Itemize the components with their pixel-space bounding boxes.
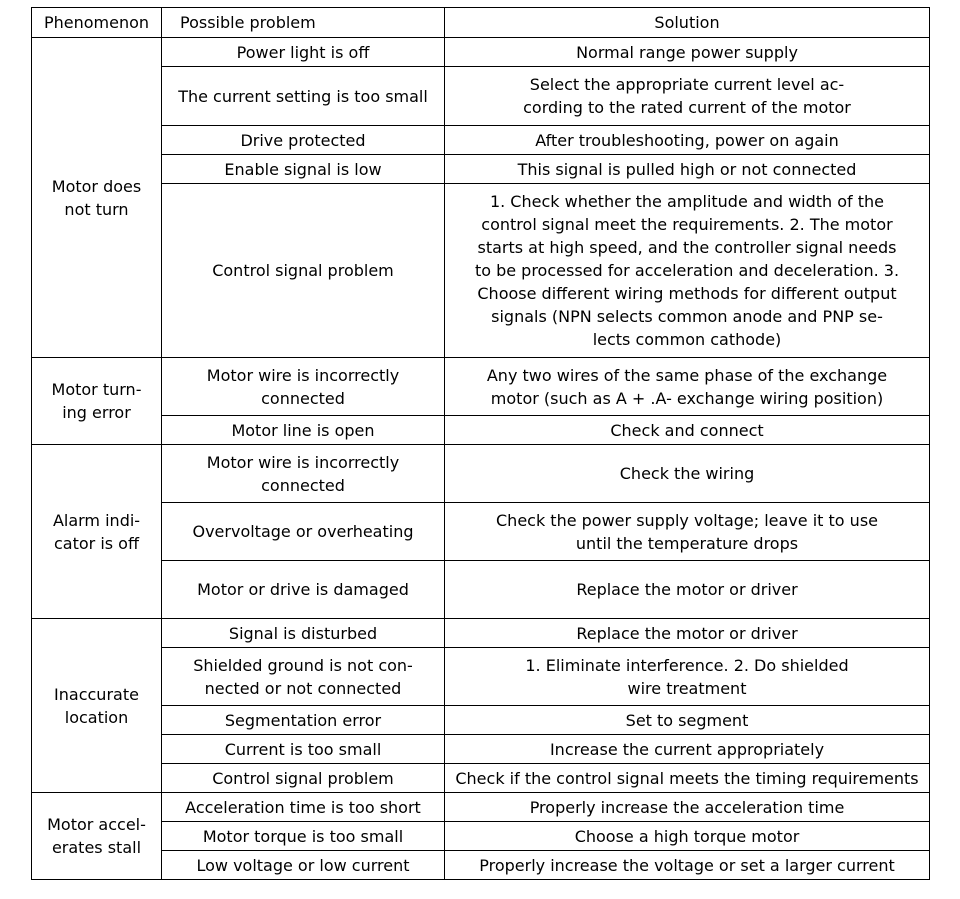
phenomenon-cell: Alarm indi- cator is off [32, 445, 162, 619]
solution-cell: Properly increase the acceleration time [445, 793, 930, 822]
phenomenon-cell: Motor turn- ing error [32, 358, 162, 445]
problem-cell: Current is too small [162, 735, 445, 764]
table-row [32, 619, 930, 648]
solution-cell: 1. Check whether the amplitude and width of the control signal meet the requirements. 2. The motor starts at high speed, and the controller signal needs to be processed for acceleration and deceleration. 3. Choose different wiring methods for different output signals (NPN selects common anode and PNP se- lects common cathode) [445, 184, 930, 358]
problem-cell: Acceleration time is too short [162, 793, 445, 822]
problem-cell: Control signal problem [162, 764, 445, 793]
problem-cell: Motor or drive is damaged [162, 561, 445, 619]
solution-cell: Any two wires of the same phase of the exchange motor (such as A + .A- exchange wiring position) [445, 358, 930, 416]
table-row [32, 184, 930, 358]
table-row [32, 648, 930, 706]
header-solution: Solution [445, 8, 930, 38]
problem-cell: Motor wire is incorrectly connected [162, 445, 445, 503]
problem-cell: Drive protected [162, 126, 445, 155]
troubleshooting-table [31, 7, 930, 880]
table-row [32, 822, 930, 851]
solution-cell: Normal range power supply [445, 38, 930, 67]
problem-cell: Motor torque is too small [162, 822, 445, 851]
problem-cell: Shielded ground is not con- nected or not connected [162, 648, 445, 706]
problem-cell: Signal is disturbed [162, 619, 445, 648]
solution-cell: Properly increase the voltage or set a larger current [445, 851, 930, 880]
header-row [32, 8, 930, 38]
problem-cell: Control signal problem [162, 184, 445, 358]
table-row [32, 503, 930, 561]
problem-cell: Enable signal is low [162, 155, 445, 184]
phenomenon-cell: Motor does not turn [32, 38, 162, 358]
solution-cell: Replace the motor or driver [445, 561, 930, 619]
table-row [32, 735, 930, 764]
table-row [32, 155, 930, 184]
solution-cell: Choose a high torque motor [445, 822, 930, 851]
solution-cell: This signal is pulled high or not connected [445, 155, 930, 184]
phenomenon-cell: Inaccurate location [32, 619, 162, 793]
solution-cell: Check the power supply voltage; leave it to use until the temperature drops [445, 503, 930, 561]
table-row [32, 706, 930, 735]
phenomenon-cell: Motor accel- erates stall [32, 793, 162, 880]
problem-cell: Segmentation error [162, 706, 445, 735]
problem-cell: Low voltage or low current [162, 851, 445, 880]
header-problem: Possible problem [162, 8, 445, 38]
table-row [32, 358, 930, 416]
table-row [32, 126, 930, 155]
header-phenomenon: Phenomenon [32, 8, 162, 38]
table-row [32, 416, 930, 445]
table-row [32, 764, 930, 793]
solution-cell: Check the wiring [445, 445, 930, 503]
table-row [32, 851, 930, 880]
problem-cell: Overvoltage or overheating [162, 503, 445, 561]
solution-cell: Replace the motor or driver [445, 619, 930, 648]
problem-cell: Motor line is open [162, 416, 445, 445]
solution-cell: Set to segment [445, 706, 930, 735]
table-row [32, 793, 930, 822]
table-row [32, 561, 930, 619]
solution-cell: 1. Eliminate interference. 2. Do shielded wire treatment [445, 648, 930, 706]
solution-cell: Increase the current appropriately [445, 735, 930, 764]
problem-cell: The current setting is too small [162, 67, 445, 126]
table-row [32, 445, 930, 503]
solution-cell: After troubleshooting, power on again [445, 126, 930, 155]
table-row [32, 67, 930, 126]
solution-cell: Select the appropriate current level ac- cording to the rated current of the motor [445, 67, 930, 126]
problem-cell: Motor wire is incorrectly connected [162, 358, 445, 416]
problem-cell: Power light is off [162, 38, 445, 67]
table-row [32, 38, 930, 67]
solution-cell: Check and connect [445, 416, 930, 445]
solution-cell: Check if the control signal meets the timing requirements [445, 764, 930, 793]
